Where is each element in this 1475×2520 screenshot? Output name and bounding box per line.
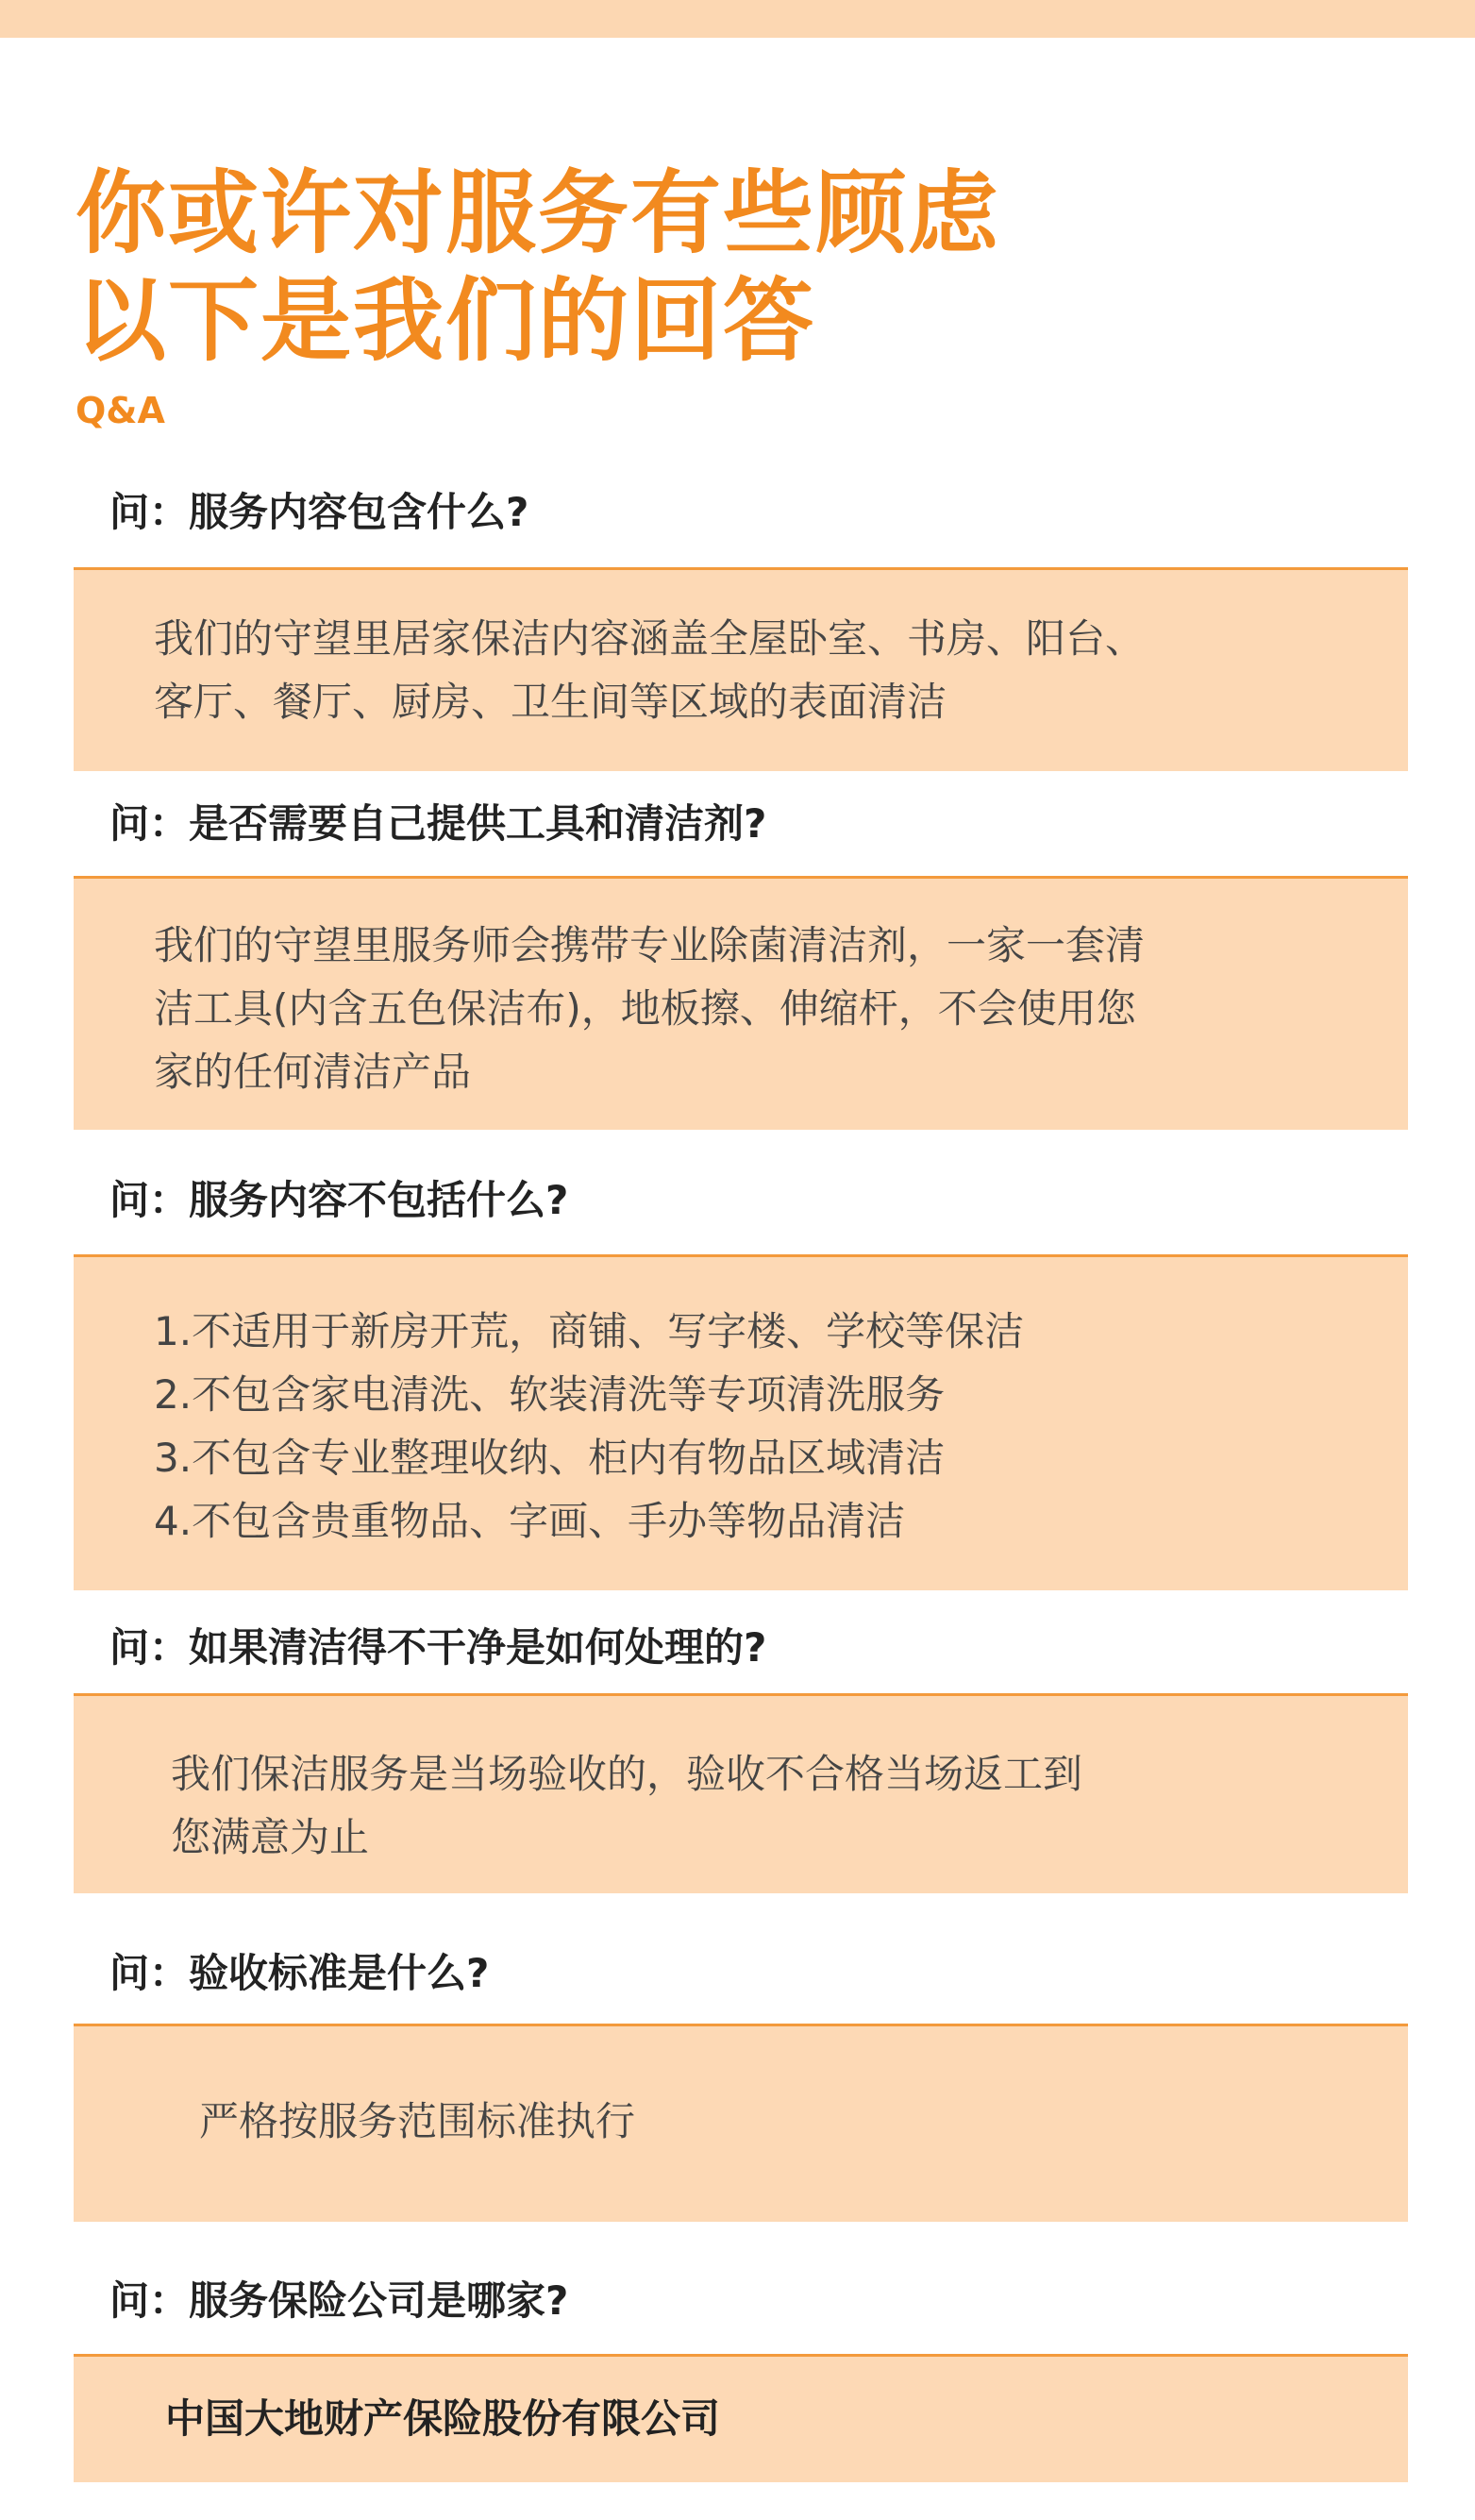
faq-question-3: 问：服务内容不包括什么? — [109, 1177, 569, 1223]
faq-answer-3-line-3: 3.不包含专业整理收纳、柜内有物品区域清洁 — [154, 1435, 946, 1481]
faq-answer-5-line-1: 严格按服务范围标准执行 — [199, 2098, 636, 2144]
faq-question-4: 问：如果清洁得不干净是如何处理的? — [109, 1624, 767, 1671]
qa-tag: Q&A — [75, 390, 165, 431]
faq-answer-3-line-2: 2.不包含家电清洗、软装清洗等专项清洗服务 — [154, 1371, 946, 1418]
faq-answer-1-line-1: 我们的守望里居家保洁内容涵盖全屋卧室、书房、阳台、 — [154, 615, 1146, 662]
faq-answer-box-1 — [74, 567, 1408, 771]
faq-answer-box-6 — [74, 2354, 1408, 2482]
faq-answer-2-line-1: 我们的守望里服务师会携带专业除菌清洁剂，一家一套清 — [154, 922, 1146, 968]
faq-question-2: 问：是否需要自己提供工具和清洁剂? — [109, 800, 767, 847]
top-decorative-band — [0, 0, 1475, 38]
faq-answer-2-line-2: 洁工具(内含五色保洁布)，地板擦、伸缩杆，不会使用您 — [154, 985, 1136, 1032]
faq-answer-6-line-1: 中国大地财产保险股份有限公司 — [165, 2395, 721, 2442]
faq-answer-box-2 — [74, 876, 1408, 1130]
faq-answer-3-line-4: 4.不包含贵重物品、字画、手办等物品清洁 — [154, 1498, 906, 1544]
faq-question-6: 问：服务保险公司是哪家? — [109, 2277, 569, 2324]
faq-answer-box-5 — [74, 2024, 1408, 2222]
faq-answer-2-line-3: 家的任何清洁产品 — [154, 1049, 472, 1095]
faq-answer-3-line-1: 1.不适用于新房开荒，商铺、写字楼、学校等保洁 — [154, 1308, 1025, 1354]
faq-answer-box-3 — [74, 1254, 1408, 1590]
faq-answer-1-line-2: 客厅、餐厅、厨房、卫生间等区域的表面清洁 — [154, 679, 947, 725]
faq-question-1: 问：服务内容包含什么? — [109, 489, 529, 535]
faq-answer-4-line-1: 我们保洁服务是当场验收的，验收不合格当场返工到 — [171, 1751, 1083, 1797]
headline-line-1: 你或许对服务有些顾虑 — [75, 160, 1000, 266]
faq-question-5: 问：验收标准是什么? — [109, 1950, 490, 1996]
faq-answer-box-4 — [74, 1693, 1408, 1893]
faq-answer-4-line-2: 您满意为止 — [171, 1814, 370, 1860]
headline-line-2: 以下是我们的回答 — [75, 268, 815, 374]
